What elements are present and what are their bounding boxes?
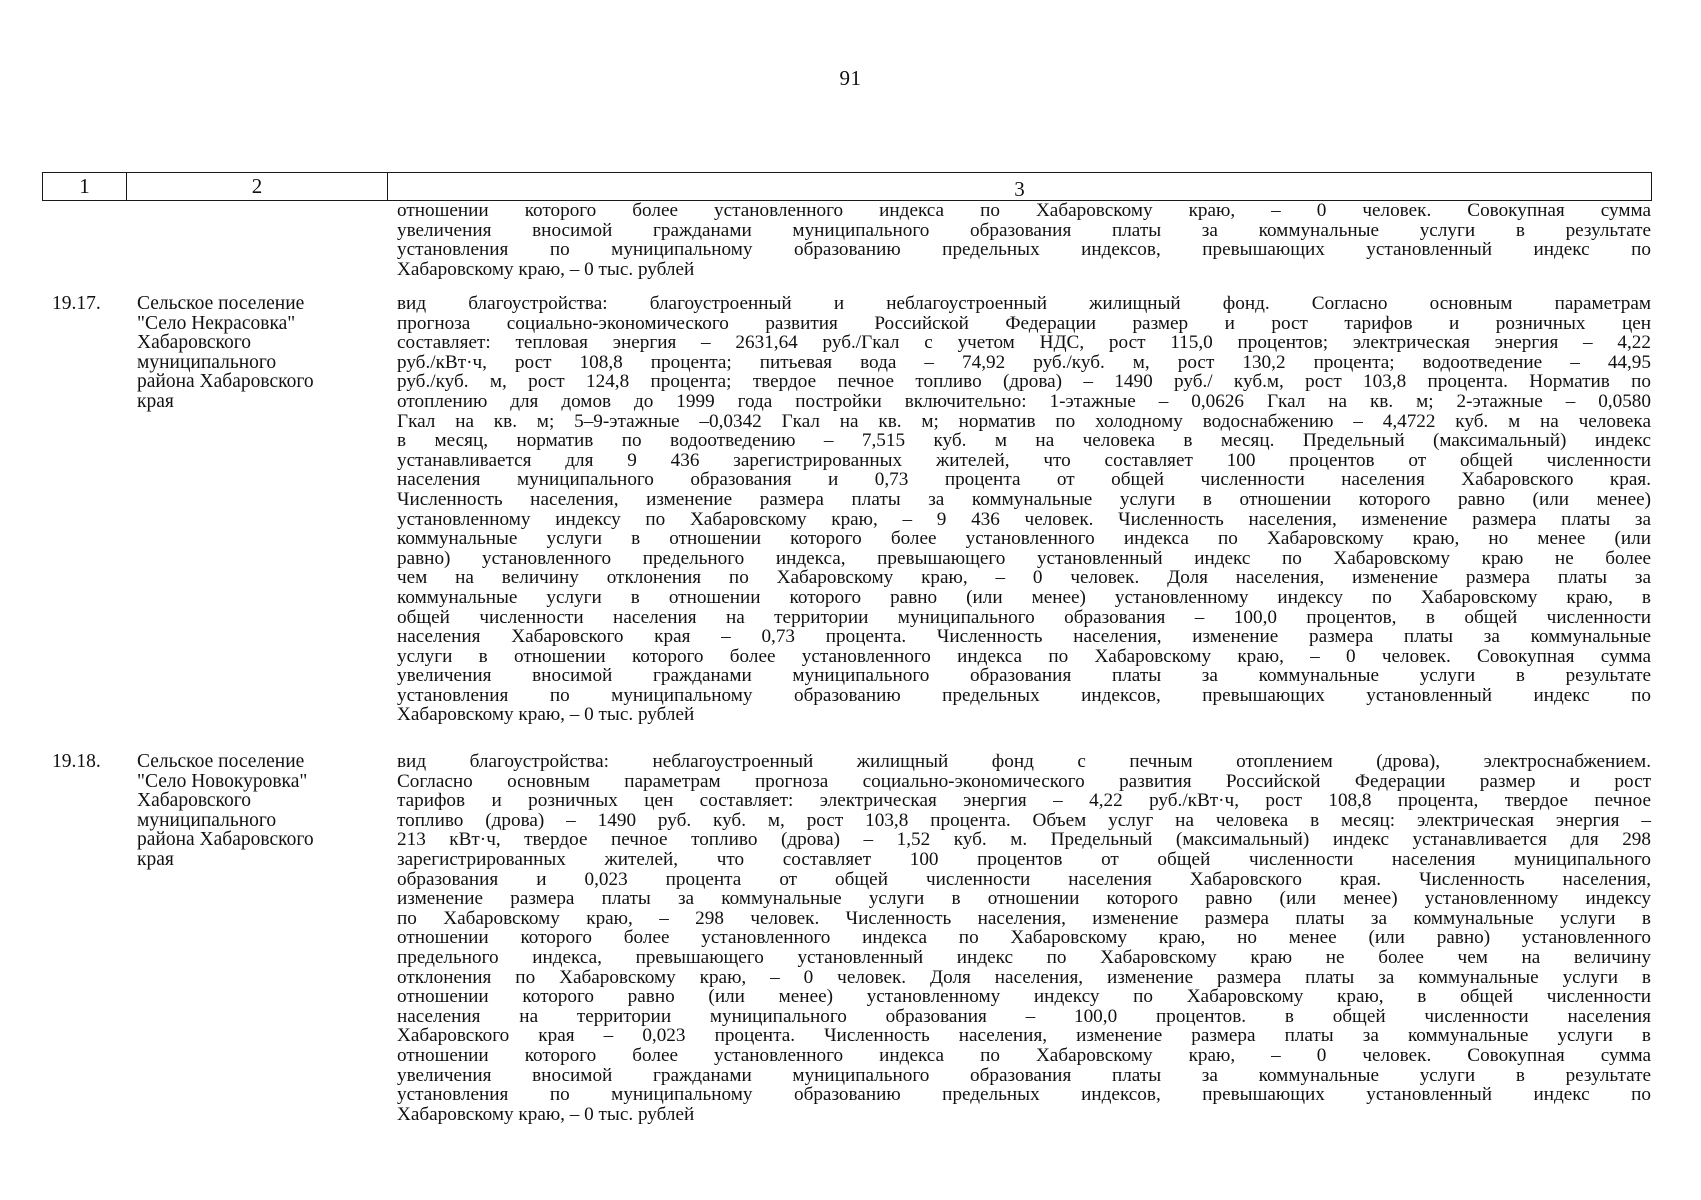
text-line: Хабаровскому краю, – 0 тыс. рублей bbox=[397, 704, 695, 726]
text-line: увеличения вносимой гражданами муниципального образования платы за коммунальные услуги в результате bbox=[397, 1064, 1651, 1086]
text-line: установления по муниципальному образованию предельных индексов, превышающих установленный индекс по bbox=[397, 1084, 1651, 1106]
text-line: Хабаровскому краю, – 0 тыс. рублей bbox=[397, 1103, 695, 1125]
text-line: отношении которого равно (или менее) установленному индексу по Хабаровскому краю, в общей численности bbox=[397, 986, 1651, 1008]
page-number: 91 bbox=[839, 66, 862, 90]
name-line: Сельское поселение bbox=[137, 293, 305, 314]
text-line: отоплению для домов до 1999 года постройки включительно: 1-этажные – 0,0626 Гкал на кв. м; 2-этажные – 0,0580 bbox=[397, 390, 1651, 412]
name-line: муниципального bbox=[137, 351, 277, 373]
name-line: "Село Новокуровка" bbox=[137, 770, 308, 792]
text-line: изменение размера платы за коммунальные услуги в отношении которого равно (или менее) установленному индексу bbox=[397, 888, 1651, 910]
text-line: установленному индексу по Хабаровскому краю, – 9 436 человек. Численность населения, изменение размера платы за bbox=[397, 508, 1651, 530]
name-line: Хабаровского bbox=[137, 790, 252, 812]
text-line: составляет: тепловая энергия – 2631,64 руб./Гкал с учетом НДС, рост 115,0 процентов; электрическая энергия – 4,22 bbox=[397, 332, 1651, 354]
text-line: увеличения вносимой гражданами муниципального образования платы за коммунальные услуги в результате bbox=[397, 665, 1651, 687]
table-header-col1: 1 bbox=[43, 173, 127, 200]
name-line: района Хабаровского bbox=[137, 371, 314, 393]
text-line: общей численности населения на территории муниципального образования – 100,0 процентов, в общей численности bbox=[397, 606, 1651, 628]
settlement-name bbox=[137, 752, 367, 870]
text-line: населения на территории муниципального образования – 100,0 процентов. в общей численности населения bbox=[397, 1005, 1651, 1027]
text-line: Численность населения, изменение размера платы за коммунальные услуги в отношении которого равно (или менее) bbox=[397, 488, 1651, 510]
text-line: чем на величину отклонения по Хабаровскому краю, – 0 человек. Доля населения, изменение размера платы за bbox=[397, 567, 1651, 589]
row-number: 19.18. bbox=[52, 751, 101, 772]
text-line: 213 кВт·ч, твердое печное топливо (дрова) – 1,52 куб. м. Предельный (максимальный) индекс устанавливается для 298 bbox=[397, 829, 1651, 851]
text-line: коммунальные услуги в отношении которого равно (или менее) установленному индексу по Хабаровскому краю, в bbox=[397, 586, 1651, 608]
text-line: в месяц, норматив по водоотведению – 7,515 куб. м на человека в месяц. Предельный (максимальный) индекс bbox=[397, 430, 1651, 452]
text-line: топливо (дрова) – 1490 руб. куб. м, рост 103,8 процента. Объем услуг на человека в месяц: электрическая энергия – bbox=[397, 809, 1651, 831]
text-line: услуги в отношении которого более установленного индекса по Хабаровскому краю, – 0 человек. Совокупная сумма bbox=[397, 645, 1651, 667]
text-line: увеличения вносимой гражданами муниципального образования платы за коммунальные услуги в результате bbox=[397, 219, 1651, 241]
text-line: образования и 0,023 процента от общей численности населения Хабаровского края. Численность населения, bbox=[397, 868, 1651, 890]
text-line: по Хабаровскому краю, – 298 человек. Численность населения, изменение размера платы за коммунальные услуги в bbox=[397, 907, 1651, 929]
text-line: Хабаровского края – 0,023 процента. Численность населения, изменение размера платы за коммунальные услуги в bbox=[397, 1025, 1651, 1047]
text-line: Согласно основным параметрам прогноза социально-экономического развития Российской Федерации размер и рост bbox=[397, 770, 1651, 792]
text-line: установления по муниципальному образованию предельных индексов, превышающих установленный индекс по bbox=[397, 684, 1651, 706]
settlement-name bbox=[137, 294, 367, 412]
text-line: тарифов и розничных цен составляет: электрическая энергия – 4,22 руб./кВт·ч, рост 108,8 процента, твердое печное bbox=[397, 790, 1651, 812]
text-line: устанавливается для 9 436 зарегистрированных жителей, что составляет 100 процентов от общей численности bbox=[397, 449, 1651, 471]
table-header-row bbox=[42, 172, 1652, 201]
text-line: Гкал на кв. м; 5–9-этажные –0,0342 Гкал на кв. м; норматив по холодному водоснабжению – 4,4722 куб. м на человека bbox=[397, 410, 1651, 432]
continuation-text bbox=[397, 201, 1651, 279]
name-line: Сельское поселение bbox=[137, 751, 305, 772]
text-line: отношении которого более установленного индекса по Хабаровскому краю, – 0 человек. Совокупная сумма bbox=[397, 1044, 1651, 1066]
row-number: 19.17. bbox=[52, 293, 101, 314]
text-line: прогноза социально-экономического развития Российской Федерации размер и рост тарифов и розничных цен bbox=[397, 312, 1651, 334]
text-line: вид благоустройства: неблагоустроенный жилищный фонд с печным отоплением (дрова), электроснабжением. bbox=[397, 751, 1651, 772]
text-line: отношении которого более установленного индекса по Хабаровскому краю, – 0 человек. Совокупная сумма bbox=[397, 200, 1651, 221]
row-description bbox=[397, 294, 1651, 725]
row-description bbox=[397, 752, 1651, 1124]
name-line: края bbox=[137, 390, 174, 412]
name-line: Хабаровского bbox=[137, 332, 252, 354]
text-line: отношении которого более установленного индекса по Хабаровскому краю, но менее (или равно) установленного bbox=[397, 927, 1651, 949]
text-line: руб./кВт·ч, рост 108,8 процента; питьевая вода – 74,92 руб./куб. м, рост 130,2 процента; водоотведение – 44,95 bbox=[397, 351, 1651, 373]
text-line: равно) установленного предельного индекса, превышающего установленный индекс по Хабаровскому краю не более bbox=[397, 547, 1651, 569]
text-line: предельного индекса, превышающего установленный индекс по Хабаровскому краю не более чем на величину bbox=[397, 946, 1651, 968]
text-line: зарегистрированных жителей, что составляет 100 процентов от общей численности населения муниципального bbox=[397, 848, 1651, 870]
name-line: "Село Некрасовка" bbox=[137, 312, 296, 334]
text-line: населения Хабаровского края – 0,73 процента. Численность населения, изменение размера платы за коммунальные bbox=[397, 626, 1651, 648]
text-line: населения муниципального образования и 0,73 процента от общей численности населения Хабаровского края. bbox=[397, 469, 1651, 491]
text-line: установления по муниципальному образованию предельных индексов, превышающих установленный индекс по bbox=[397, 239, 1651, 261]
table-header-col3: 3 bbox=[1014, 177, 1025, 201]
text-line: руб./куб. м, рост 124,8 процента; твердое печное топливо (дрова) – 1490 руб./ куб.м, рост 103,8 процента. Норматив по bbox=[397, 371, 1651, 393]
name-line: муниципального bbox=[137, 809, 277, 831]
text-line: отклонения по Хабаровскому краю, – 0 человек. Доля населения, изменение размера платы за коммунальные услуги в bbox=[397, 966, 1651, 988]
name-line: края bbox=[137, 848, 174, 870]
text-line: Хабаровскому краю, – 0 тыс. рублей bbox=[397, 258, 695, 280]
text-line: коммунальные услуги в отношении которого более установленного индекса по Хабаровскому краю, но менее (или bbox=[397, 528, 1651, 550]
table-header-col2: 2 bbox=[127, 173, 388, 200]
text-line: вид благоустройства: благоустроенный и неблагоустроенный жилищный фонд. Согласно основным параметрам bbox=[397, 293, 1651, 314]
name-line: района Хабаровского bbox=[137, 829, 314, 851]
